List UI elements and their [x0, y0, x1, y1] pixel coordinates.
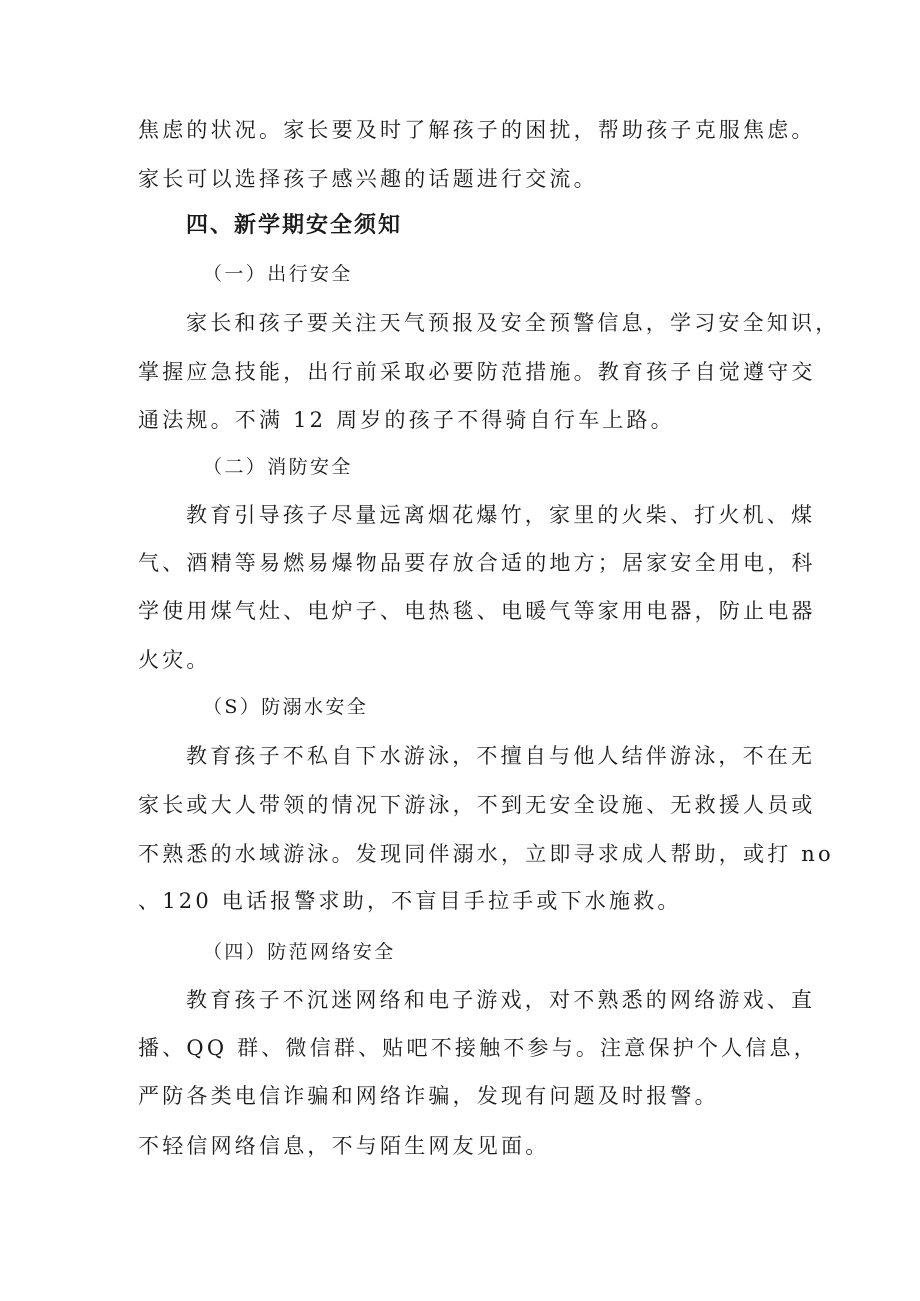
paragraph-line: 掌握应急技能，出行前采取必要防范措施。教育孩子自觉遵守交 [138, 360, 816, 384]
paragraph-line: 不熟悉的水域游泳。发现同伴溺水，立即寻求成人帮助，或打 no [138, 842, 834, 866]
paragraph-line: 家长和孩子要关注天气预报及安全预警信息，学习安全知识， [186, 311, 840, 335]
subsection-heading: （二）消防安全 [203, 456, 353, 478]
subsection-heading: （一）出行安全 [203, 263, 353, 285]
paragraph-line: 气、酒精等易燃易爆物品要存放合适的地方；居家安全用电，科 [138, 551, 816, 575]
paragraph-line: 家长或大人带领的情况下游泳，不到无安全设施、无救援人员或 [138, 793, 816, 817]
paragraph-line: 教育孩子不沉迷网络和电子游戏，对不熟悉的网络游戏、直 [186, 988, 816, 1012]
subsection-heading: （S）防溺水安全 [203, 696, 369, 718]
section-heading: 四、新学期安全须知 [186, 213, 403, 238]
paragraph-line: 通法规。不满 12 周岁的孩子不得骑自行车上路。 [138, 408, 675, 432]
paragraph-line: 严防各类电信诈骗和网络诈骗，发现有问题及时报警。 [138, 1084, 719, 1108]
paragraph-line: 火灾。 [138, 648, 211, 672]
paragraph-line: 播、QQ 群、微信群、贴吧不接触不参与。注意保护个人信息， [138, 1036, 818, 1060]
subsection-heading: （四）防范网络安全 [203, 941, 396, 963]
paragraph-line: 学使用煤气灶、电炉子、电热毯、电暖气等家用电器，防止电器 [138, 599, 816, 623]
paragraph-line: 、120 电话报警求助，不盲目手拉手或下水施救。 [138, 889, 682, 913]
paragraph-line: 家长可以选择孩子感兴趣的话题进行交流。 [138, 167, 598, 191]
paragraph-line: 焦虑的状况。家长要及时了解孩子的困扰，帮助孩子克服焦虑。 [138, 118, 816, 142]
paragraph-line: 教育孩子不私自下水游泳，不擅自与他人结伴游泳，不在无 [186, 744, 816, 768]
paragraph-line: 教育引导孩子尽量远离烟花爆竹，家里的火柴、打火机、煤 [186, 503, 816, 527]
paragraph-line: 不轻信网络信息，不与陌生网友见面。 [138, 1134, 550, 1158]
